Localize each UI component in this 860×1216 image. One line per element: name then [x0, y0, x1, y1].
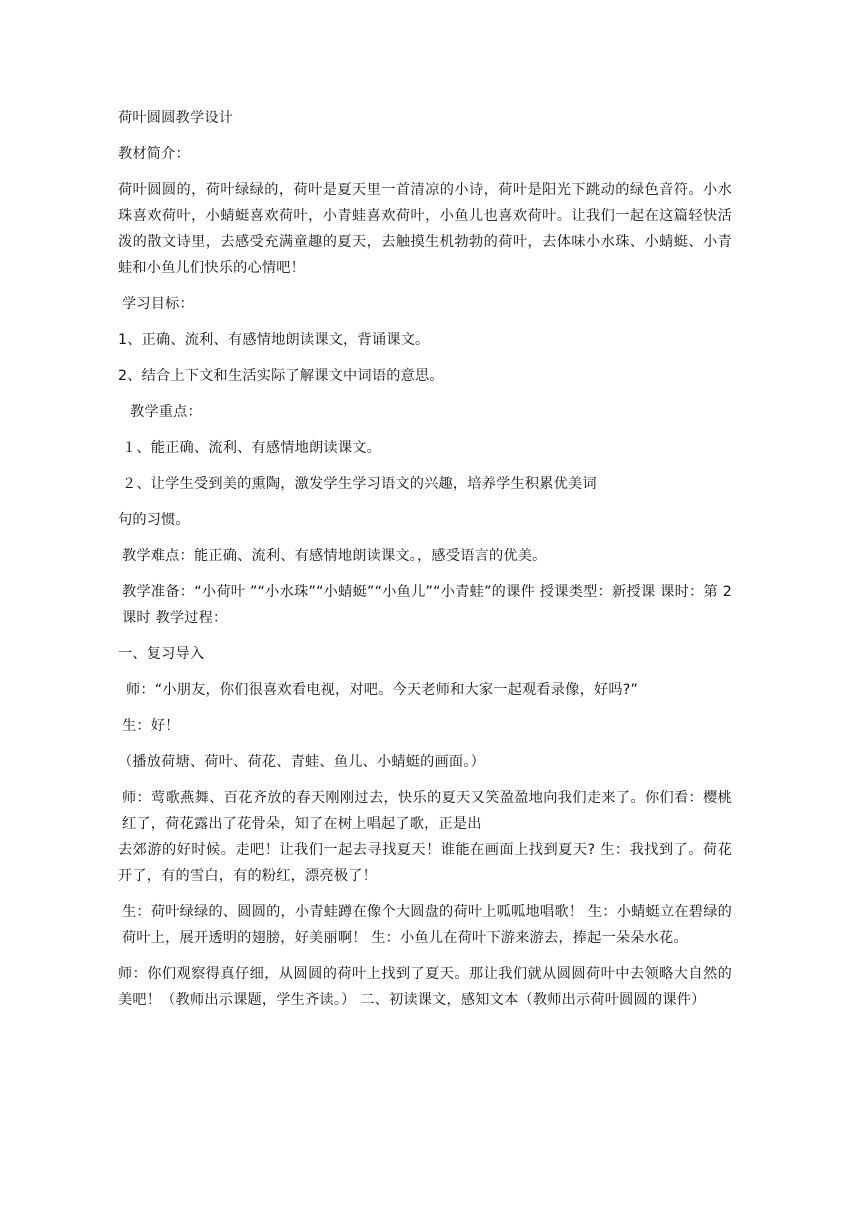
- document-page: [118, 105, 732, 1023]
- teacher-line-2-part-2: 去郊游的好时候。走吧！让我们一起去寻找夏天！谁能在画面上找到夏天? 生：我找到了。荷花开了，有的雪白，有的粉红，漂亮极了！: [118, 842, 732, 884]
- intro-heading: 教材简介：: [118, 146, 190, 162]
- intro-body: 荷叶圆圆的，荷叶绿绿的，荷叶是夏天里一首清凉的小诗，荷叶是阳光下跳动的绿色音符。小水珠喜欢荷叶，小蜻蜓喜欢荷叶，小青蛙喜欢荷叶，小鱼儿也喜欢荷叶。让我们一起在这篇轻快活泼的散文诗里，去感受充满童趣的夏天，去触摸生机勃勃的荷叶，去体味小水珠、小蜻蜓、小青蛙和小鱼儿们快乐的心情吧！: [118, 182, 732, 276]
- focus-heading: 教学重点：: [130, 404, 202, 420]
- goal-item-1: 1、正确、流利、有感情地朗读课文，背诵课文。: [118, 332, 430, 348]
- student-lines-2: 生：荷叶绿绿的、圆圆的，小青蛙蹲在像个大圆盘的荷叶上呱呱地唱歌！ 生：小蜻蜓立在碧绿的荷叶上，展开透明的翅膀，好美丽啊！ 生：小鱼儿在荷叶下游来游去，捧起一朵朵水花。: [122, 904, 732, 946]
- document-title: 荷叶圆圆教学设计: [118, 110, 234, 126]
- step-1-heading: 一、复习导入: [118, 646, 205, 662]
- focus-item-2-line-2: 句的习惯。: [118, 512, 190, 528]
- preparation-paragraph: 教学准备：“小荷叶 ”“小水珠”“小蜻蜓”“小鱼儿”“小青蛙”的课件 授课类型：新授课 课时：第 2 课时 教学过程：: [122, 584, 732, 626]
- focus-item-1: １、能正确、流利、有感情地朗读课文。: [122, 440, 381, 456]
- teacher-line-3: 师：你们观察得真仔细，从圆圆的荷叶上找到了夏天。那让我们就从圆圆荷叶中去领略大自然的美吧！（教师出示课题，学生齐读。） 二、初读课文，感知文本（教师出示荷叶圆圆的课件）: [118, 966, 732, 1008]
- teacher-line-1: 师：“小朋友，你们很喜欢看电视，对吧。今天老师和大家一起观看录像，好吗?”: [126, 682, 639, 698]
- stage-note: （播放荷塘、荷叶、荷花、青蛙、鱼儿、小蜻蜓的画面。）: [118, 754, 485, 770]
- student-line-1: 生：好！: [122, 718, 180, 734]
- focus-item-2-line-1: ２、让学生受到美的熏陶，激发学生学习语文的兴趣，培养学生积累优美词: [122, 476, 597, 492]
- teacher-line-2-part-1: 师：莺歌燕舞、百花齐放的春天刚刚过去，快乐的夏天又笑盈盈地向我们走来了。你们看：樱桃红了，荷花露出了花骨朵，知了在树上唱起了歌，正是出: [122, 790, 732, 832]
- goal-item-2: 2、结合上下文和生活实际了解课文中词语的意思。: [118, 368, 444, 384]
- goals-heading: 学习目标：: [122, 296, 194, 312]
- difficulty-paragraph: 教学难点：能正确、流利、有感情地朗读课文。，感受语言的优美。: [122, 548, 547, 564]
